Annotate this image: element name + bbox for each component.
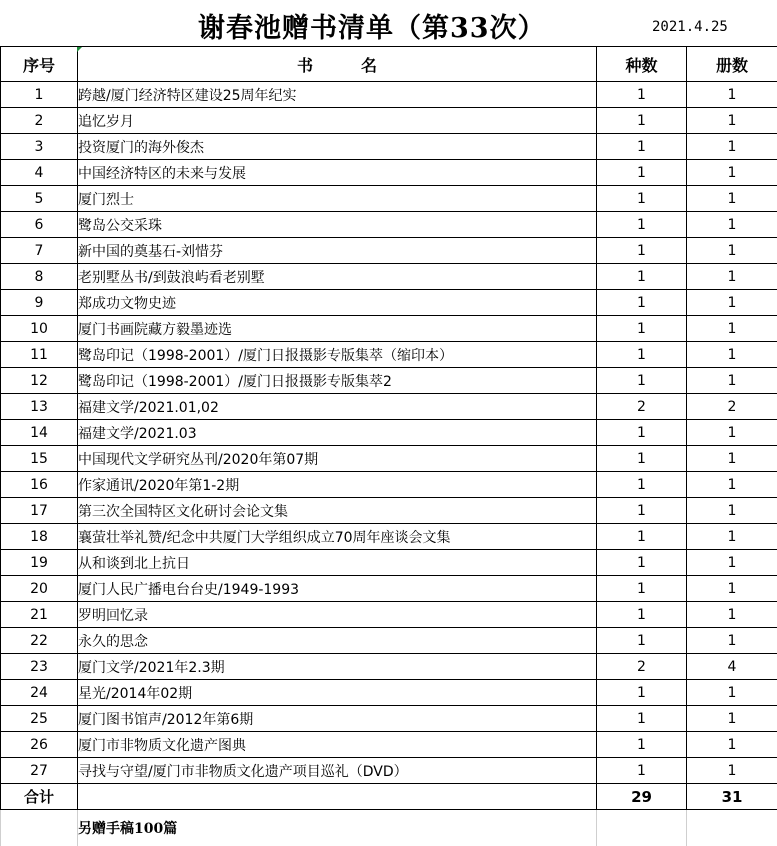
table-row	[1, 706, 777, 732]
row-no[interactable]: 18	[1, 524, 78, 550]
row-volumes[interactable]: 1	[687, 732, 777, 758]
row-name[interactable]: 星光/2014年02期	[78, 680, 597, 706]
extra-note-row	[1, 810, 777, 846]
row-name[interactable]: 鹭岛公交采珠	[78, 212, 597, 238]
row-name[interactable]: 老别墅丛书/到鼓浪屿看老别墅	[78, 264, 597, 290]
row-kind[interactable]: 1	[597, 602, 687, 628]
row-no[interactable]: 25	[1, 706, 78, 732]
table-row	[1, 82, 777, 108]
header-name[interactable]: 书 名	[78, 47, 597, 82]
row-no[interactable]: 20	[1, 576, 78, 602]
row-volumes[interactable]: 2	[687, 394, 777, 420]
header-row	[1, 47, 777, 82]
table-body	[1, 82, 777, 784]
row-volumes[interactable]: 1	[687, 628, 777, 654]
table-row	[1, 212, 777, 238]
row-name[interactable]: 厦门图书馆声/2012年第6期	[78, 706, 597, 732]
row-name[interactable]: 第三次全国特区文化研讨会论文集	[78, 498, 597, 524]
row-volumes[interactable]: 1	[687, 472, 777, 498]
row-volumes[interactable]: 1	[687, 446, 777, 472]
row-no[interactable]: 19	[1, 550, 78, 576]
row-volumes[interactable]: 1	[687, 680, 777, 706]
extra-blank-cell[interactable]	[687, 810, 777, 846]
table-row	[1, 758, 777, 784]
table-row	[1, 342, 777, 368]
row-no[interactable]: 4	[1, 160, 78, 186]
row-volumes[interactable]: 1	[687, 550, 777, 576]
row-kind[interactable]: 1	[597, 368, 687, 394]
table-row	[1, 290, 777, 316]
row-volumes[interactable]: 1	[687, 134, 777, 160]
row-volumes[interactable]: 1	[687, 342, 777, 368]
row-no[interactable]: 11	[1, 342, 78, 368]
row-name[interactable]: 新中国的奠基石-刘惜芬	[78, 238, 597, 264]
row-name[interactable]: 厦门市非物质文化遗产图典	[78, 732, 597, 758]
row-no[interactable]: 12	[1, 368, 78, 394]
total-row	[1, 784, 777, 810]
row-no[interactable]: 3	[1, 134, 78, 160]
row-volumes[interactable]: 1	[687, 524, 777, 550]
row-no[interactable]: 17	[1, 498, 78, 524]
row-kind[interactable]: 1	[597, 238, 687, 264]
table-row	[1, 654, 777, 680]
header-no[interactable]: 序号	[1, 47, 78, 82]
row-name[interactable]: 厦门文学/2021年2.3期	[78, 654, 597, 680]
row-volumes[interactable]: 1	[687, 82, 777, 108]
row-volumes[interactable]: 1	[687, 420, 777, 446]
row-kind[interactable]: 1	[597, 212, 687, 238]
row-kind[interactable]: 1	[597, 732, 687, 758]
row-volumes[interactable]: 1	[687, 160, 777, 186]
table-row	[1, 524, 777, 550]
row-kind[interactable]: 1	[597, 108, 687, 134]
row-volumes[interactable]: 1	[687, 706, 777, 732]
sheet-date: 2021.4.25	[652, 19, 728, 35]
row-volumes[interactable]: 1	[687, 758, 777, 784]
row-volumes[interactable]: 1	[687, 368, 777, 394]
comment-indicator-icon	[77, 47, 82, 52]
total-volumes[interactable]: 31	[687, 784, 777, 810]
row-name[interactable]: 厦门人民广播电台台史/1949-1993	[78, 576, 597, 602]
row-no[interactable]: 8	[1, 264, 78, 290]
row-name[interactable]: 鹭岛印记（1998-2001）/厦门日报摄影专版集萃2	[78, 368, 597, 394]
table-row	[1, 134, 777, 160]
row-kind[interactable]: 1	[597, 628, 687, 654]
row-kind[interactable]: 2	[597, 394, 687, 420]
row-no[interactable]: 6	[1, 212, 78, 238]
row-volumes[interactable]: 1	[687, 576, 777, 602]
row-no[interactable]: 16	[1, 472, 78, 498]
row-kind[interactable]: 1	[597, 160, 687, 186]
table-row	[1, 576, 777, 602]
table-row	[1, 160, 777, 186]
row-name[interactable]: 从和谈到北上抗日	[78, 550, 597, 576]
row-volumes[interactable]: 1	[687, 602, 777, 628]
row-kind[interactable]: 2	[597, 654, 687, 680]
table-row	[1, 420, 777, 446]
table-row	[1, 186, 777, 212]
row-name[interactable]: 跨越/厦门经济特区建设25周年纪实	[78, 82, 597, 108]
row-volumes[interactable]: 4	[687, 654, 777, 680]
row-volumes[interactable]: 1	[687, 498, 777, 524]
sheet-title-bar	[0, 0, 777, 46]
row-name[interactable]: 永久的思念	[78, 628, 597, 654]
row-no[interactable]: 21	[1, 602, 78, 628]
row-kind[interactable]: 1	[597, 576, 687, 602]
total-kind[interactable]: 29	[597, 784, 687, 810]
extra-note[interactable]: 另赠手稿100篇	[78, 810, 597, 846]
row-volumes[interactable]: 1	[687, 264, 777, 290]
table-row	[1, 394, 777, 420]
row-name[interactable]: 寻找与守望/厦门市非物质文化遗产项目巡礼（DVD）	[78, 758, 597, 784]
row-no[interactable]: 1	[1, 82, 78, 108]
total-name-cell[interactable]	[78, 784, 597, 810]
row-volumes[interactable]: 1	[687, 108, 777, 134]
row-no[interactable]: 24	[1, 680, 78, 706]
row-no[interactable]: 10	[1, 316, 78, 342]
sheet-title: 谢春池赠书清单（第33次）	[198, 6, 546, 45]
row-kind[interactable]: 1	[597, 550, 687, 576]
row-kind[interactable]: 1	[597, 316, 687, 342]
row-no[interactable]: 15	[1, 446, 78, 472]
table-row	[1, 602, 777, 628]
row-name[interactable]: 鹭岛印记（1998-2001）/厦门日报摄影专版集萃（缩印本）	[78, 342, 597, 368]
row-no[interactable]: 5	[1, 186, 78, 212]
table-row	[1, 264, 777, 290]
row-volumes[interactable]: 1	[687, 186, 777, 212]
row-no[interactable]: 27	[1, 758, 78, 784]
row-name[interactable]: 投资厦门的海外俊杰	[78, 134, 597, 160]
row-name[interactable]: 厦门书画院藏方毅墨迹选	[78, 316, 597, 342]
row-kind[interactable]: 1	[597, 680, 687, 706]
row-name[interactable]: 罗明回忆录	[78, 602, 597, 628]
table-row	[1, 238, 777, 264]
row-volumes[interactable]: 1	[687, 290, 777, 316]
row-no[interactable]: 7	[1, 238, 78, 264]
table-row	[1, 316, 777, 342]
table-row	[1, 108, 777, 134]
row-name[interactable]: 中国现代文学研究丛刊/2020年第07期	[78, 446, 597, 472]
row-name[interactable]: 作家通讯/2020年第1-2期	[78, 472, 597, 498]
row-kind[interactable]: 1	[597, 290, 687, 316]
row-kind[interactable]: 1	[597, 758, 687, 784]
table-row	[1, 368, 777, 394]
row-no[interactable]: 2	[1, 108, 78, 134]
row-kind[interactable]: 1	[597, 524, 687, 550]
row-no[interactable]: 13	[1, 394, 78, 420]
row-volumes[interactable]: 1	[687, 212, 777, 238]
row-kind[interactable]: 1	[597, 472, 687, 498]
row-name[interactable]: 中国经济特区的未来与发展	[78, 160, 597, 186]
table-row	[1, 732, 777, 758]
row-kind[interactable]: 1	[597, 134, 687, 160]
row-kind[interactable]: 1	[597, 498, 687, 524]
row-name[interactable]: 福建文学/2021.03	[78, 420, 597, 446]
row-kind[interactable]: 1	[597, 342, 687, 368]
row-volumes[interactable]: 1	[687, 238, 777, 264]
row-name[interactable]: 福建文学/2021.01,02	[78, 394, 597, 420]
row-kind[interactable]: 1	[597, 446, 687, 472]
table-row	[1, 472, 777, 498]
row-no[interactable]: 22	[1, 628, 78, 654]
row-name[interactable]: 追忆岁月	[78, 108, 597, 134]
table-row	[1, 628, 777, 654]
extra-blank-cell[interactable]	[1, 810, 78, 846]
row-volumes[interactable]: 1	[687, 316, 777, 342]
row-kind[interactable]: 1	[597, 82, 687, 108]
row-kind[interactable]: 1	[597, 706, 687, 732]
row-name[interactable]: 郑成功文物史迹	[78, 290, 597, 316]
row-no[interactable]: 26	[1, 732, 78, 758]
row-kind[interactable]: 1	[597, 264, 687, 290]
row-name[interactable]: 襄萤壮举礼赞/纪念中共厦门大学组织成立70周年座谈会文集	[78, 524, 597, 550]
row-name[interactable]: 厦门烈士	[78, 186, 597, 212]
header-kind[interactable]: 种数	[597, 47, 687, 82]
row-no[interactable]: 14	[1, 420, 78, 446]
book-list-table	[0, 46, 777, 846]
row-no[interactable]: 9	[1, 290, 78, 316]
table-row	[1, 550, 777, 576]
header-volumes[interactable]: 册数	[687, 47, 777, 82]
table-row	[1, 680, 777, 706]
table-row	[1, 446, 777, 472]
total-label[interactable]: 合计	[1, 784, 78, 810]
row-no[interactable]: 23	[1, 654, 78, 680]
extra-blank-cell[interactable]	[597, 810, 687, 846]
row-kind[interactable]: 1	[597, 186, 687, 212]
table-row	[1, 498, 777, 524]
row-kind[interactable]: 1	[597, 420, 687, 446]
